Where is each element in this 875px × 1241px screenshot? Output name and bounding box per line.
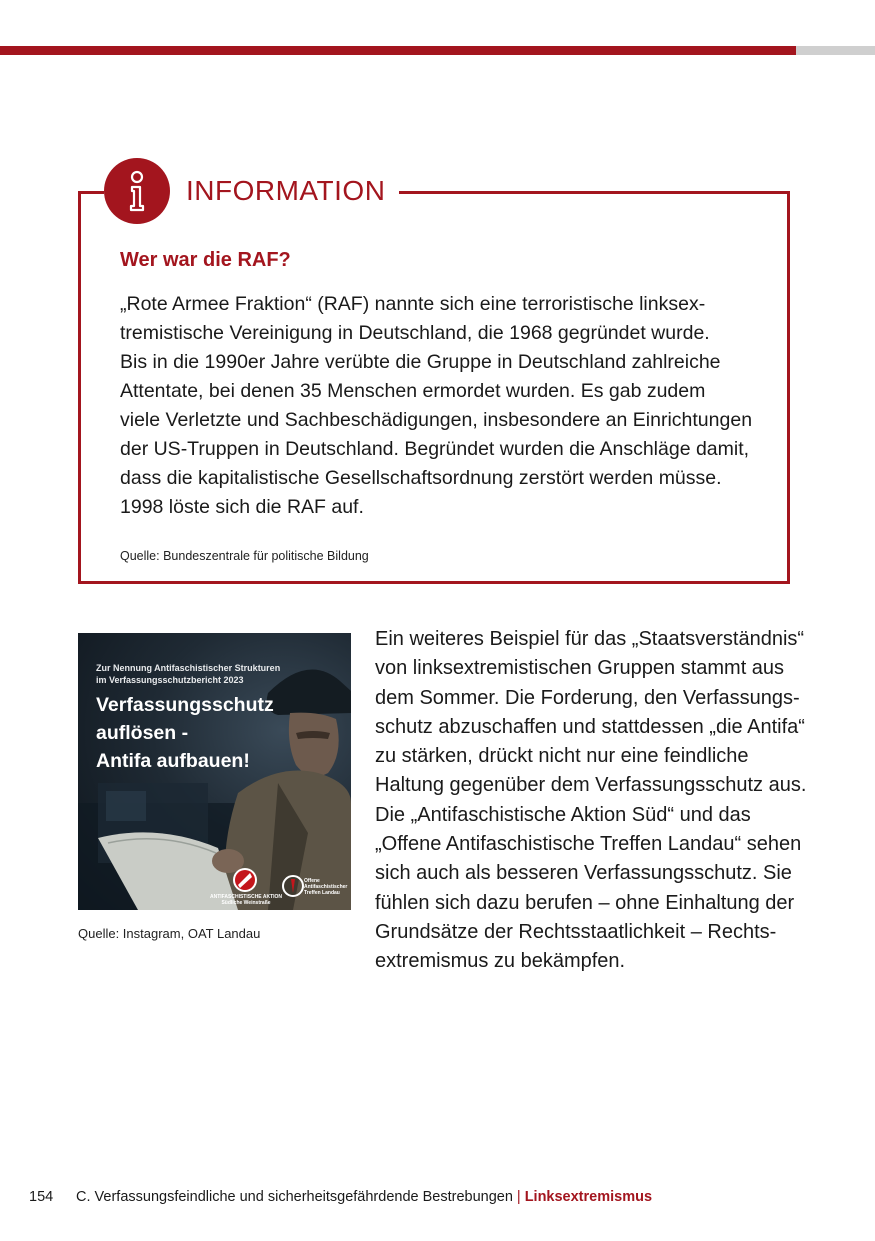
- info-body-line: tremistische Vereinigung in Deutschland, die 1968 gegründet wurde.: [120, 322, 710, 344]
- paragraph-line: Die „Antifaschistische Aktion Süd“ und das: [375, 803, 751, 826]
- post-headline-line: Verfassungsschutz: [96, 694, 274, 716]
- info-icon: [104, 158, 170, 224]
- paragraph-line: sich auch als besseren Verfassungsschutz. Sie: [375, 862, 792, 885]
- post-headline: [96, 691, 274, 775]
- paragraph-line: fühlen sich dazu berufen – ohne Einhaltung der: [375, 891, 795, 914]
- paragraph-line: Ein weiteres Beispiel für das „Staatsverständnis“: [375, 628, 805, 650]
- paragraph-line: „Offene Antifaschistische Treffen Landau“ sehen: [375, 833, 802, 856]
- paragraph-line: von linksextremistischen Gruppen stammt aus: [375, 657, 785, 680]
- paragraph-line: dem Sommer. Die Forderung, den Verfassungs-: [375, 686, 800, 709]
- info-body-line: viele Verletzte und Sachbeschädigungen, insbesondere an Einrichtungen: [120, 409, 753, 431]
- info-body-line: dass die kapitalistische Gesellschaftsordnung zerstört werden müsse.: [120, 467, 722, 489]
- info-heading: Wer war die RAF?: [120, 249, 291, 271]
- paragraph-line: Haltung gegenüber dem Verfassungsschutz aus.: [375, 774, 807, 797]
- paragraph-line: schutz abzuschaffen und stattdessen „die Antifa“: [375, 715, 805, 738]
- information-header: [104, 158, 399, 224]
- info-body-line: „Rote Armee Fraktion“ (RAF) nannte sich eine terroristische linksex-: [120, 293, 706, 315]
- info-body-line: 1998 löste sich die RAF auf.: [120, 496, 364, 518]
- information-title: INFORMATION: [186, 175, 386, 206]
- top-accent-bar: [0, 46, 796, 55]
- info-body-line: Attentate, bei denen 35 Menschen ermordet wurden. Es gab zudem: [120, 380, 706, 402]
- post-headline-line: Antifa aufbauen!: [96, 750, 250, 772]
- logo-text-line: ANTIFASCHISTISCHE AKTION: [209, 894, 283, 900]
- paragraph-line: Grundsätze der Rechtsstaatlichkeit – Rechts-: [375, 920, 777, 943]
- post-logo-oat-landau: [304, 878, 347, 896]
- logo-text-line: Offene: [304, 878, 320, 884]
- page-number: 154: [29, 1189, 54, 1205]
- info-body: [120, 290, 760, 522]
- post-subtitle-line: Zur Nennung Antifaschistischer Strukturen: [96, 663, 281, 673]
- paragraph-line: extremismus zu bekämpfen.: [375, 950, 626, 973]
- page-footer: [29, 1189, 652, 1205]
- footer-separator: |: [516, 1189, 521, 1205]
- main-paragraph: [375, 625, 805, 977]
- section-title: Linksextremismus: [524, 1189, 653, 1205]
- post-headline-line: auflösen -: [96, 722, 189, 744]
- logo-text-line: Südliche Weinstraße: [221, 900, 271, 906]
- info-body-line: Bis in die 1990er Jahre verübte die Gruppe in Deutschland zahlreiche: [120, 351, 721, 373]
- post-subtitle: [96, 662, 280, 686]
- info-source: Quelle: Bundeszentrale für politische Bildung: [120, 549, 369, 563]
- image-caption: Quelle: Instagram, OAT Landau: [78, 926, 261, 941]
- post-subtitle-line: im Verfassungsschutzbericht 2023: [96, 675, 244, 685]
- logo-text-line: Treffen Landau: [304, 890, 340, 896]
- paragraph-line: zu stärken, drückt nicht nur eine feindliche: [375, 745, 749, 768]
- top-grey-bar: [796, 46, 875, 55]
- logo-text-line: Antifaschistischer: [304, 884, 348, 890]
- instagram-post-image: [78, 633, 351, 910]
- info-body-line: der US-Truppen in Deutschland. Begründet wurden die Anschläge damit,: [120, 438, 750, 460]
- chapter-title: C. Verfassungsfeindliche und sicherheitsgefährdende Bestrebungen: [76, 1189, 513, 1205]
- post-logo-antifa-aktion: [206, 894, 286, 906]
